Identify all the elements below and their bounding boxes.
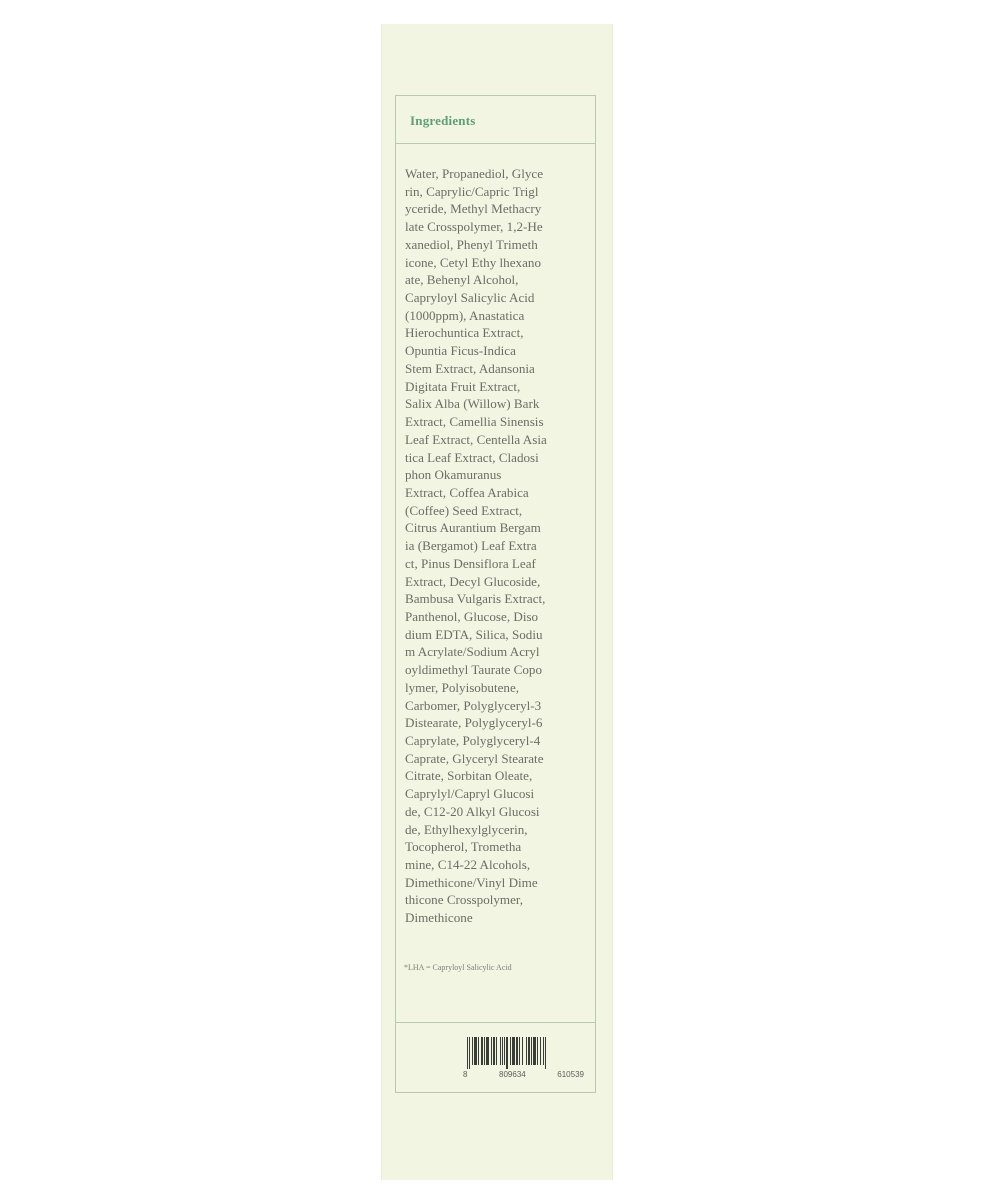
ingredient-line: Opuntia Ficus-Indica (405, 343, 516, 359)
ingredient-line: ia (Bergamot) Leaf Extra (405, 538, 537, 554)
ingredient-line: Bambusa Vulgaris Extract, (405, 591, 546, 607)
ingredient-line: Tocopherol, Trometha (405, 839, 522, 855)
ingredient-line: rin, Caprylic/Capric Trigl (405, 183, 539, 199)
ingredient-line: Dimethicone/Vinyl Dime (405, 874, 538, 890)
ingredient-line: Water, Propanediol, Glyce (405, 166, 544, 181)
lha-footnote: *LHA = Capryloyl Salicylic Acid (404, 963, 512, 972)
ingredient-line: Digitata Fruit Extract, (405, 378, 521, 394)
ingredient-line: mine, C14-22 Alcohols, (405, 857, 531, 873)
barcode (465, 1037, 584, 1079)
ingredients-header (396, 96, 595, 144)
ingredient-line: Extract, Decyl Glucoside, (405, 573, 541, 589)
ingredient-line: ct, Pinus Densiflora Leaf (405, 555, 536, 571)
ingredient-line: m Acrylate/Sodium Acryl (405, 644, 540, 660)
ingredient-line: Stem Extract, Adansonia (405, 360, 535, 376)
ingredient-line: Citrate, Sorbitan Oleate, (405, 768, 533, 784)
ingredient-line: Caprate, Glyceryl Stearate (405, 750, 544, 766)
ingredient-line: de, C12-20 Alkyl Glucosi (405, 803, 540, 819)
ingredient-line: Extract, Coffea Arabica (405, 484, 529, 500)
ingredients-panel (395, 95, 596, 1093)
ingredient-line: Capryloyl Salicylic Acid (405, 290, 535, 306)
ingredient-line: Distearate, Polyglyceryl-6 (405, 715, 543, 731)
barcode-right-group: 610539 (557, 1070, 584, 1079)
ingredient-line: oyldimethyl Taurate Copo (405, 662, 543, 678)
barcode-digits (463, 1070, 584, 1079)
barcode-first-digit: 8 (463, 1070, 468, 1079)
ingredient-line: Panthenol, Glucose, Diso (405, 608, 539, 624)
ingredient-list (405, 165, 581, 927)
ingredient-line: icone, Cetyl Ethy lhexano (405, 254, 541, 270)
ingredients-heading: Ingredients (410, 113, 476, 128)
ingredient-line: Salix Alba (Willow) Bark (405, 396, 540, 412)
ingredient-line: Caprylyl/Capryl Glucosi (405, 786, 535, 802)
ingredient-line: late Crosspolymer, 1,2-He (405, 219, 543, 235)
barcode-section (396, 1022, 595, 1092)
ingredient-line: lymer, Polyisobutene, (405, 679, 520, 695)
ingredient-line: de, Ethylhexylglycerin, (405, 821, 528, 837)
ingredient-line: yceride, Methyl Methacry (405, 201, 542, 217)
ingredient-line: Dimethicone (405, 910, 473, 926)
ingredient-line: phon Okamuranus (405, 467, 502, 483)
ingredient-line: (Coffee) Seed Extract, (405, 502, 523, 518)
barcode-left-group: 809634 (499, 1070, 526, 1079)
ingredient-line: dium EDTA, Silica, Sodiu (405, 626, 543, 642)
ingredient-line: Citrus Aurantium Bergam (405, 520, 541, 536)
ingredient-line: thicone Crosspolymer, (405, 892, 524, 908)
ingredient-line: (1000ppm), Anastatica (405, 307, 525, 323)
ingredient-line: Carbomer, Polyglyceryl-3 (405, 697, 542, 713)
ingredient-line: Hierochuntica Extract, (405, 325, 524, 341)
ingredient-line: Extract, Camellia Sinensis (405, 414, 544, 430)
barcode-bars-icon (465, 1037, 584, 1069)
ingredient-line: Leaf Extract, Centella Asia (405, 431, 547, 447)
ingredient-line: xanediol, Phenyl Trimeth (405, 236, 538, 252)
ingredient-line: tica Leaf Extract, Cladosi (405, 449, 539, 465)
product-box-side-panel (381, 24, 613, 1180)
ingredient-line: Caprylate, Polyglyceryl-4 (405, 733, 541, 748)
ingredient-line: ate, Behenyl Alcohol, (405, 272, 519, 288)
